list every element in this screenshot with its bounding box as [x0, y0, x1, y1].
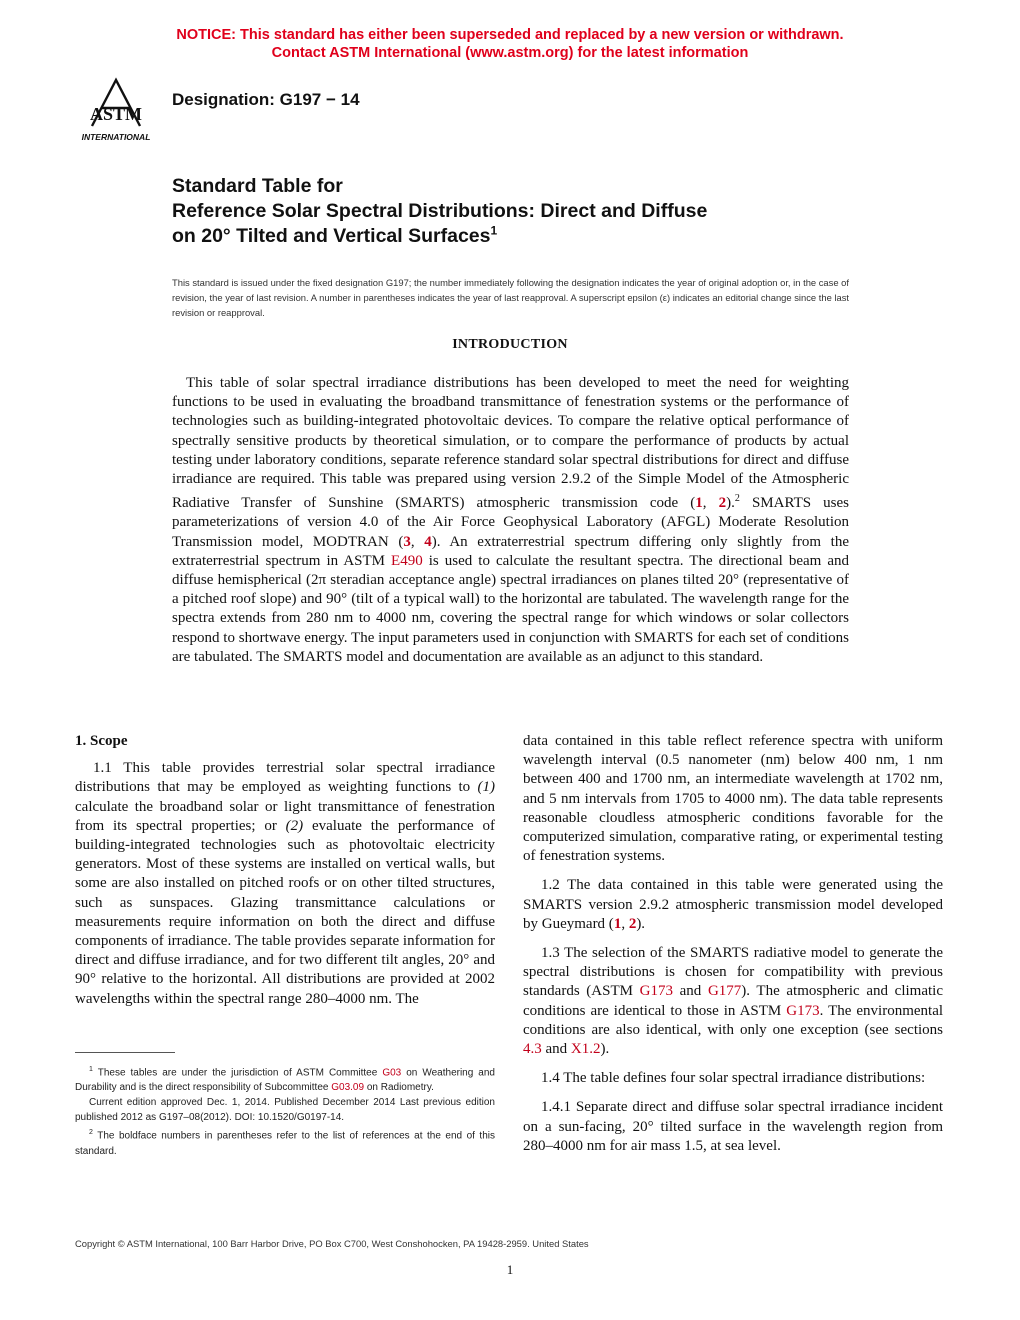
reference-link-3[interactable]: 3	[403, 533, 411, 550]
title-line-2: Reference Solar Spectral Distributions: Direct and Diffuse	[172, 200, 708, 222]
footnotes	[75, 1062, 495, 1159]
title-line-1: Standard Table for	[172, 175, 343, 197]
paragraph-1-2: 1.2 The data contained in this table were generated using the SMARTS version 2.9.2 atmospheric transmission model developed by Gueymard (1, 2).	[523, 877, 943, 932]
introduction-text	[172, 374, 849, 667]
paragraph-1-4-1: 1.4.1 Separate direct and diffuse solar spectral irradiance incident on a sun-facing, 20° tilted surface in the wavelength region from 280–4000 nm for air mass 1.5, at sea level.	[523, 1099, 943, 1154]
withdrawal-notice	[0, 26, 1020, 62]
footnote-2: $^2$ The boldface numbers in parentheses refer to the list of references at the end of this standard.	[75, 1129, 495, 1157]
page-number: 1	[506, 1262, 514, 1277]
logo-subtext: INTERNATIONAL	[81, 132, 151, 142]
scope-heading: 1. Scope	[75, 733, 128, 749]
footnote-1: $^1$ These tables are under the jurisdiction of ASTM Committee G03 on Weathering and Durability and is the direct responsibility of Subcommittee G03.09 on Radiometry.	[75, 1066, 495, 1094]
document-title	[172, 174, 872, 249]
reference-link-1b[interactable]: 1	[613, 915, 622, 932]
g03-link[interactable]: G03	[382, 1067, 402, 1079]
e490-link[interactable]: E490	[391, 552, 423, 569]
introduction-heading: INTRODUCTION	[452, 337, 568, 352]
g177-link[interactable]: G177	[707, 983, 742, 1000]
section-4-3-link[interactable]: 4.3	[523, 1041, 542, 1058]
left-column	[75, 732, 495, 1019]
paragraph-1-1: 1.1 This table provides terrestrial solar spectral irradiance distributions that may be employed as weighting functions to (1) calculate the broadband solar or light transmittance of fenestration from its spectral properties; or (2) evaluate the performance of building-integrated technologies such as photovoltaic electricity generators. Most of these systems are installed on vertical walls, but some are also installed on pitched roofs or on other tilted structures, such as sunspaces. Glazing transmittance calculations or measurements require information on both the direct and diffuse components of irradiance. The table provides separate information for direct and diffuse irradiance, and for two different tilt angles, 20° and 90° relative to the horizontal. All distributions are provided at 2002 wavelengths within the spectral range 280–4000 nm. The	[75, 760, 495, 1007]
section-x1-2-link[interactable]: X1.2	[570, 1041, 601, 1058]
copyright-line: Copyright © ASTM International, 100 Barr Harbor Drive, PO Box C700, West Conshohocken, PA 19428-2959. United States	[75, 1238, 589, 1249]
title-footnote-mark: 1	[490, 223, 498, 238]
logo-text: ASTM	[89, 104, 143, 124]
g173-link[interactable]: G173	[639, 983, 673, 1000]
footnote-mark-2: 2	[734, 493, 740, 505]
astm-logo-icon	[70, 72, 162, 144]
paragraph-1-3: 1.3 The selection of the SMARTS radiative model to generate the spectral distributions is chosen for compatibility with previous standards (ASTM G173 and G177). The atmospheric and climatic conditions are identical to those in ASTM G173. The environmental conditions are also identical, with only one exception (see sections 4.3 and X1.2).	[523, 945, 944, 1058]
reference-link-1[interactable]: 1	[695, 495, 703, 512]
designation: Designation: G197 − 14	[172, 90, 360, 109]
footnote-edition: Current edition approved Dec. 1, 2014. Published December 2014 Last previous edition published 2012 as G197–08(2012). DOI: 10.1520/G0197-14.	[75, 1097, 495, 1124]
paragraph-1-4: 1.4 The table defines four solar spectral irradiance distributions:	[541, 1070, 926, 1087]
g0309-link[interactable]: G03.09	[331, 1082, 365, 1094]
introduction-paragraph: This table of solar spectral irradiance distributions has been developed to meet the need for weighting functions to be used in evaluating the broadband transmittance of fenestration systems or the performance of technologies such as building-integrated photovoltaic devices. To compare the relative optical performance of spectrally sensitive products by theoretical simulation, or to compare the performance of products by actual testing under laboratory conditions, separate reference standard solar spectral distributions for direct and diffuse irradiance are required. This table was prepared using version 2.9.2 of the Simple Model of the Atmospheric Radiative Transfer of Sunshine (SMARTS) atmospheric transmission code (1, 2).$^2$ SMARTS uses parameterizations of version 4.0 of the Air Force Geophysical Laboratory (AFGL) Moderate Resolution Transmission model, MODTRAN (3, 4). An extraterrestrial spectrum differing only slightly from the extraterrestrial spectrum in ASTM E490 is used to calculate the resultant spectra. The directional beam and diffuse hemispherical (2π steradian acceptance angle) spectral irradiances on planes tilted 20° (representative of a pitched roof slope) and 90° (tilt of a typical wall) to the horizontal are tabulated. The wavelength range for the spectra extends from 280 nm to 4000 nm, covering the spectral range for which windows or solar collectors respond to shortwave energy. The input parameters used in conjunction with SMARTS for each set of conditions are tabulated. The SMARTS model and documentation are available as an adjunct to this standard.	[172, 375, 849, 665]
reference-link-2b[interactable]: 2	[628, 915, 637, 932]
reference-link-2[interactable]: 2	[718, 495, 727, 512]
footnote-divider	[75, 1052, 175, 1053]
paragraph-1-1-continued: data contained in this table reflect reference spectra with uniform wavelength interval (0.5 nanometer (nm) below 400 nm, 1 nm between 400 and 1700 nm, an intermediate wavelength at 1702 nm, and 5 nm intervals from 1705 to 4000 nm). The data table represents reasonable cloudless atmospheric conditions favorable for the computerized simulation, comparative rating, or experimental testing of fenestration systems.	[523, 733, 943, 865]
g173-link-2[interactable]: G173	[786, 1002, 820, 1019]
right-column	[523, 732, 943, 1166]
reference-link-4[interactable]: 4	[424, 533, 432, 550]
notice-line-1: NOTICE: This standard has either been superseded and replaced by a new version or withdrawn.	[176, 27, 844, 43]
title-line-3	[172, 224, 872, 249]
issued-statement: This standard is issued under the fixed designation G197; the number immediately following the designation indicates the year of original adoption or, in the case of revision, the year of last revision. A number in parentheses indicates the year of last reapproval. A superscript epsilon (ε) indicates an editorial change since the last revision or reapproval.	[172, 277, 849, 318]
title-line-3-text: on 20° Tilted and Vertical Surfaces	[172, 225, 491, 247]
notice-line-2: Contact ASTM International (www.astm.org) for the latest information	[271, 45, 749, 61]
